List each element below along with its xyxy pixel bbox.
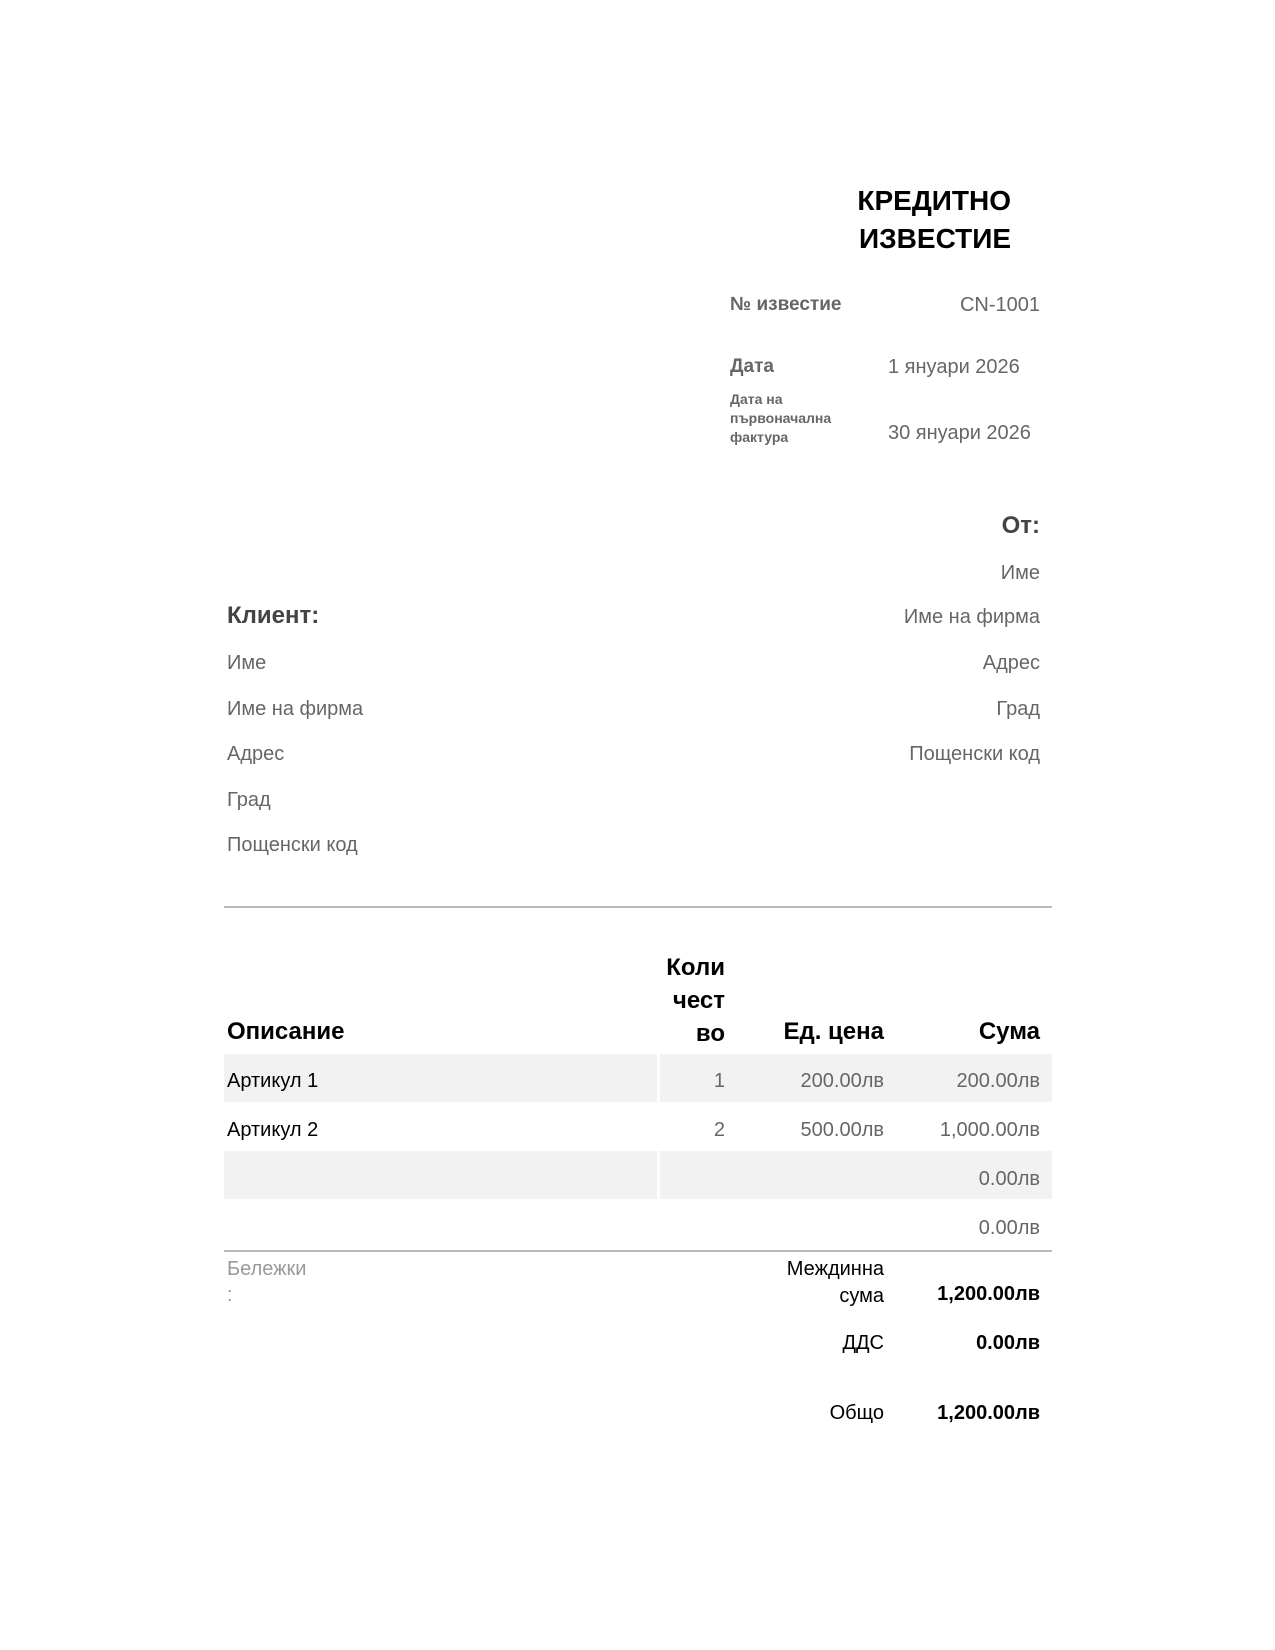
- row-1-unit-price: 200.00лв: [800, 1070, 884, 1092]
- header-amount: Сума: [978, 1018, 1040, 1045]
- table-row-divider: [657, 1054, 660, 1102]
- from-heading: От:: [1001, 512, 1040, 539]
- date-value: 1 януари 2026: [888, 356, 1020, 378]
- original-invoice-date-label: [730, 390, 870, 447]
- title-line-2: ИЗВЕСТИЕ: [859, 223, 1011, 254]
- from-address: Адрес: [982, 652, 1040, 674]
- orig-label-line-1: Дата на: [730, 391, 783, 407]
- subtotal-label-line-1: Междинна: [786, 1258, 884, 1280]
- client-heading: Клиент:: [227, 602, 320, 629]
- from-city: Град: [996, 698, 1040, 720]
- client-postal: Пощенски код: [227, 834, 358, 856]
- row-2-quantity: 2: [713, 1119, 725, 1141]
- original-invoice-date-value: 30 януари 2026: [888, 422, 1031, 444]
- notes-label-line-2: :: [227, 1284, 233, 1306]
- row-1-quantity: 1: [713, 1070, 725, 1092]
- row-3-amount: 0.00лв: [978, 1168, 1040, 1190]
- orig-label-line-3: фактура: [730, 429, 789, 445]
- from-name: Име: [1000, 562, 1040, 584]
- number-value: CN-1001: [959, 294, 1040, 316]
- number-label: № известие: [730, 294, 842, 315]
- subtotal-label-line-2: сума: [839, 1285, 884, 1307]
- document-title: [711, 182, 1011, 258]
- from-postal: Пощенски код: [909, 743, 1040, 765]
- header-quantity: [666, 951, 725, 1050]
- client-city: Град: [227, 789, 271, 811]
- vat-value: 0.00лв: [976, 1332, 1040, 1354]
- row-1-amount: 200.00лв: [956, 1070, 1040, 1092]
- total-value: 1,200.00лв: [937, 1402, 1040, 1424]
- header-quantity-line-2: чест: [672, 987, 725, 1014]
- section-divider: [224, 906, 1052, 908]
- row-4-amount: 0.00лв: [978, 1217, 1040, 1239]
- client-address: Адрес: [227, 743, 285, 765]
- header-quantity-line-1: Коли: [666, 954, 725, 981]
- table-row-shade: [224, 1054, 1052, 1102]
- from-company: Име на фирма: [903, 606, 1040, 628]
- header-description: Описание: [227, 1018, 345, 1045]
- date-label: Дата: [730, 356, 774, 377]
- subtotal-label: [787, 1256, 884, 1310]
- table-row-divider: [657, 1151, 660, 1199]
- client-name: Име: [227, 652, 267, 674]
- row-2-description: Артикул 2: [227, 1119, 319, 1141]
- title-line-1: КРЕДИТНО: [857, 185, 1011, 216]
- header-unit-price: Ед. цена: [783, 1018, 884, 1045]
- notes-label-line-1: Бележки: [227, 1258, 307, 1280]
- vat-label: ДДС: [842, 1332, 884, 1354]
- header-quantity-line-3: во: [695, 1020, 725, 1047]
- row-2-amount: 1,000.00лв: [939, 1119, 1040, 1141]
- table-row-shade: [224, 1151, 1052, 1199]
- row-1-description: Артикул 1: [227, 1070, 319, 1092]
- table-bottom-rule: [224, 1250, 1052, 1252]
- notes-label: [227, 1256, 306, 1308]
- subtotal-value: 1,200.00лв: [937, 1283, 1040, 1305]
- client-company: Име на фирма: [227, 698, 364, 720]
- total-label: Общо: [829, 1402, 884, 1424]
- orig-label-line-2: първоначална: [730, 410, 832, 426]
- row-2-unit-price: 500.00лв: [800, 1119, 884, 1141]
